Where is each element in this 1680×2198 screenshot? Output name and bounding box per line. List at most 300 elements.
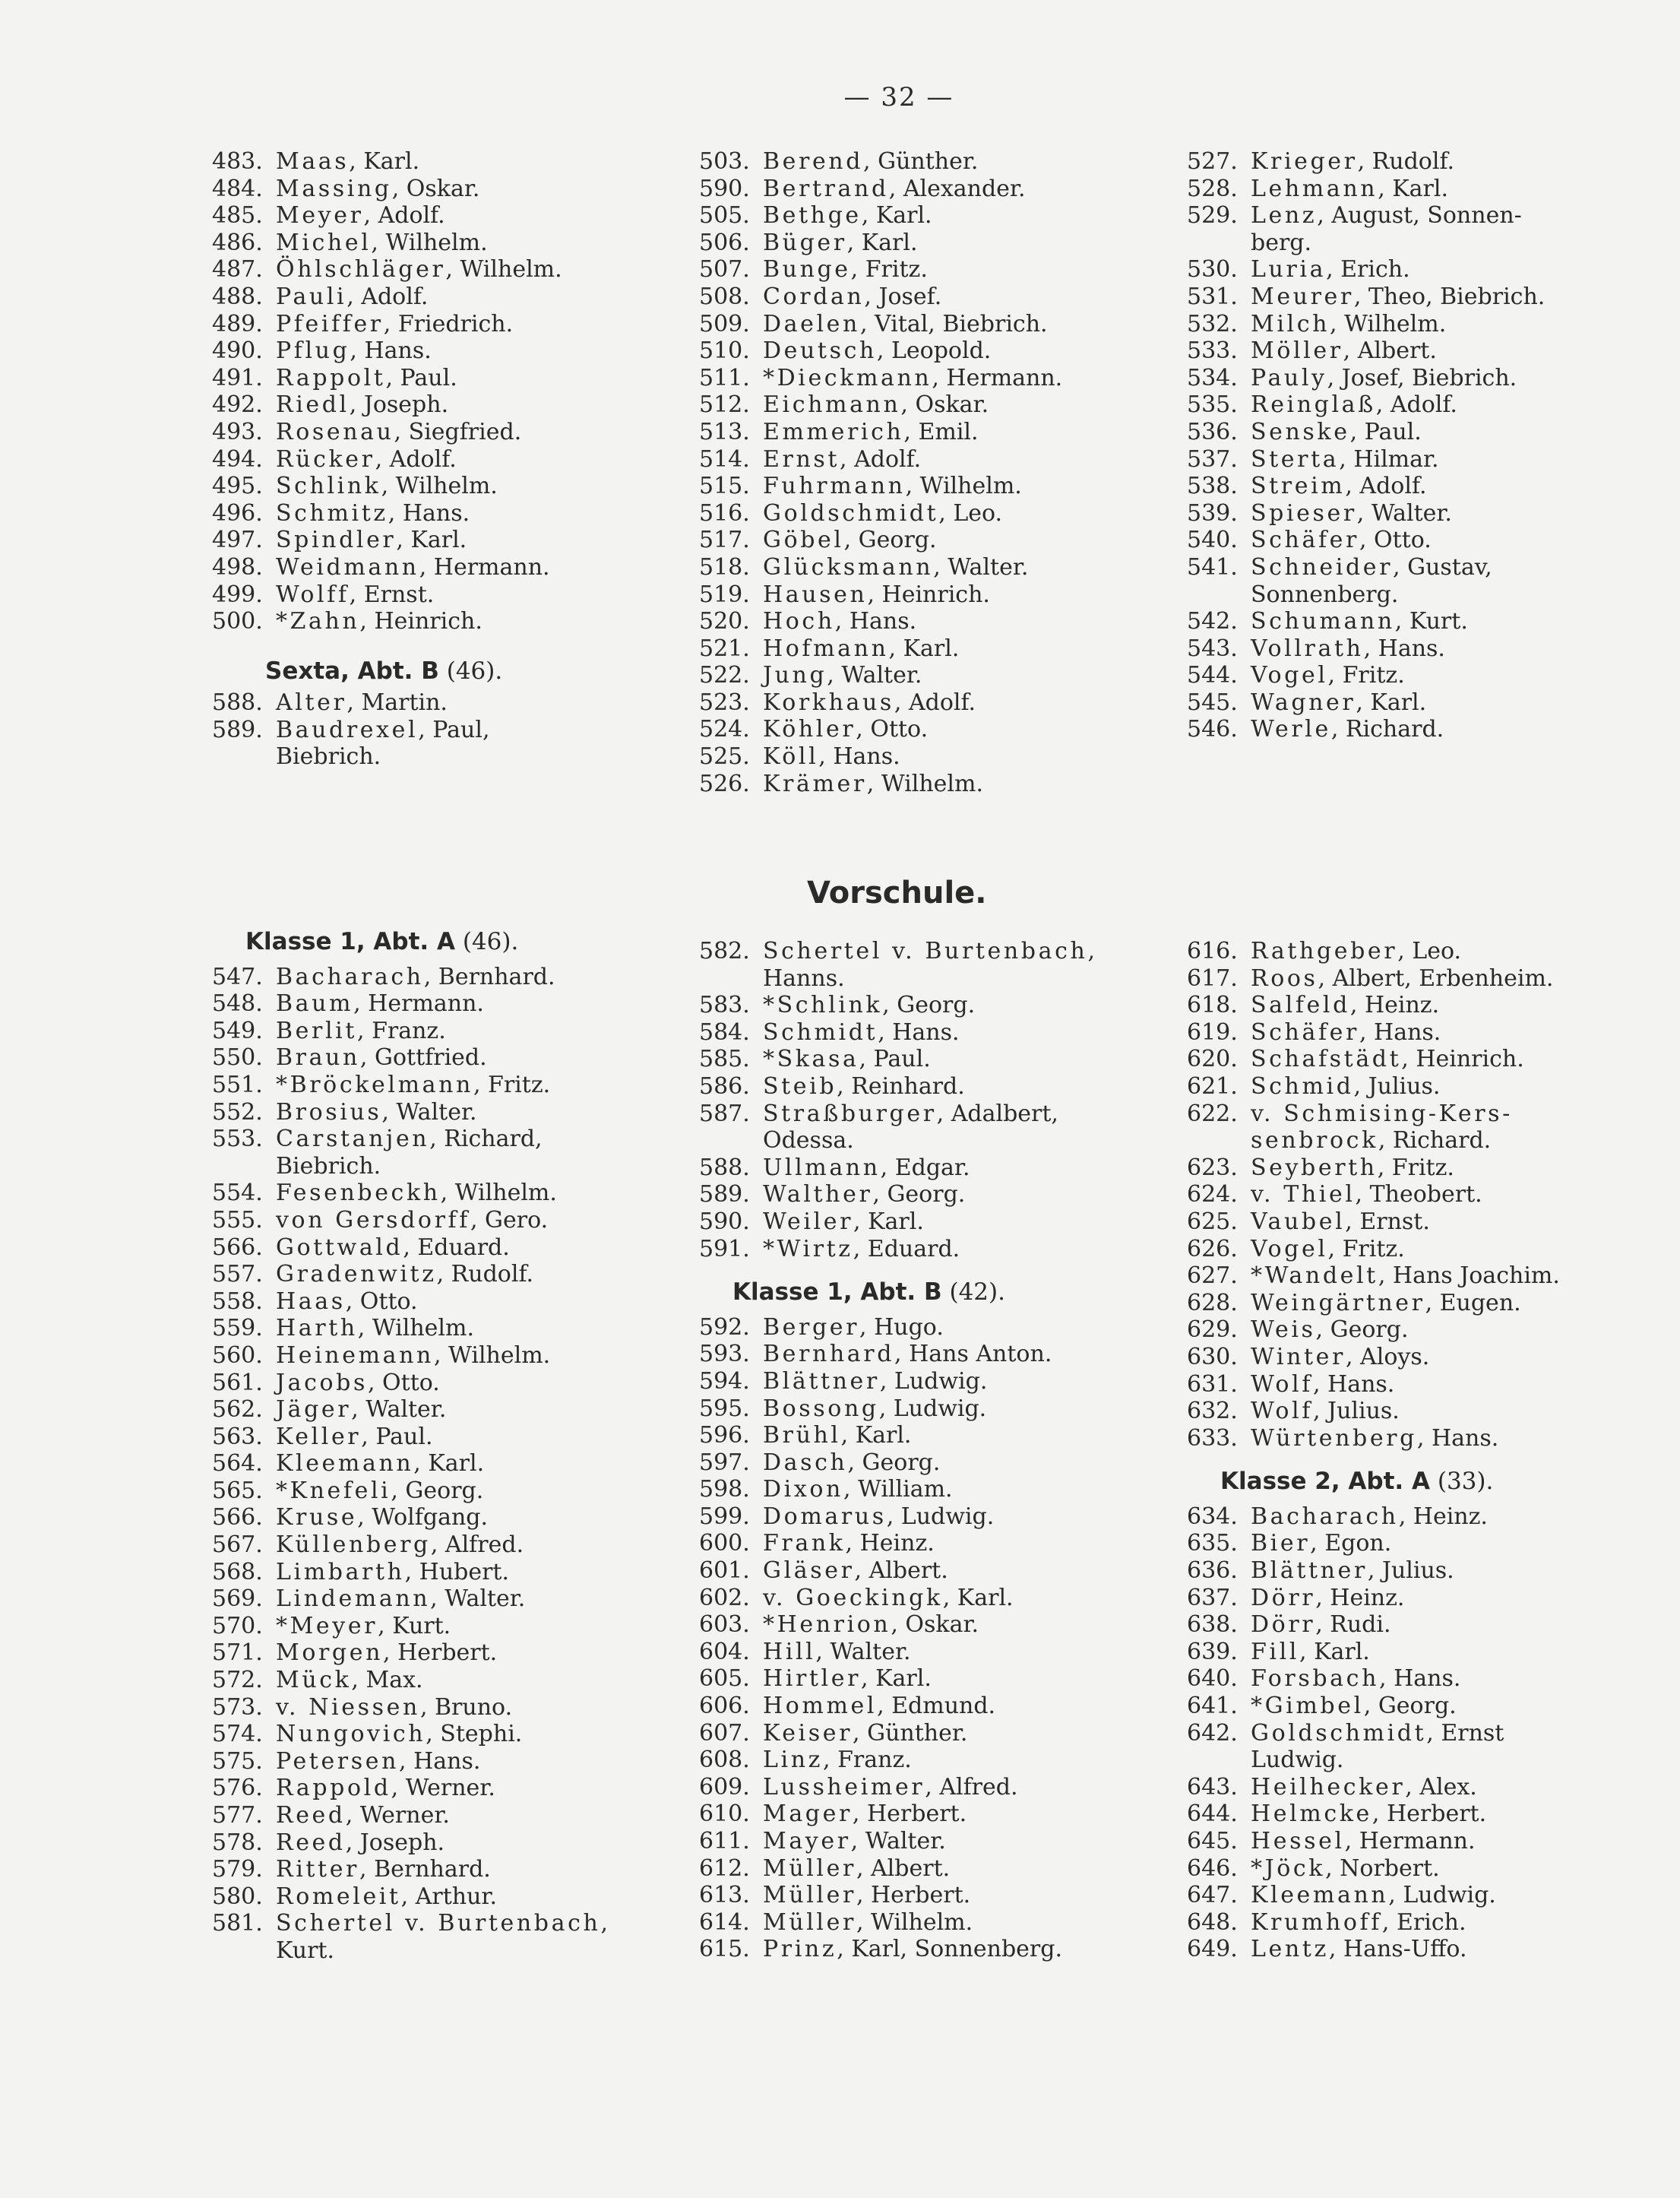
- list-item: [699, 1611, 1095, 1639]
- entry-number: 499.: [212, 581, 263, 608]
- entry-number: 503.: [699, 148, 750, 175]
- entry-number: 588.: [212, 689, 263, 717]
- given-name: , Albert.: [854, 1557, 948, 1585]
- entry-number: 589.: [212, 716, 263, 743]
- entry-text: [1251, 1530, 1391, 1557]
- name-list: [1187, 938, 1560, 1452]
- entry-number: 548.: [212, 990, 263, 1018]
- list-item: [699, 1801, 1095, 1828]
- given-name: , Heinrich.: [867, 581, 990, 608]
- given-name: , Fritz.: [473, 1071, 551, 1098]
- list-item: [699, 1774, 1095, 1801]
- given-name: , Kurt.: [1394, 608, 1468, 635]
- list-item: [212, 1044, 608, 1072]
- entry-number: 638.: [1187, 1611, 1238, 1639]
- entry-text: [763, 1828, 946, 1855]
- list-item: [699, 1530, 1095, 1557]
- entry-number: 639.: [1187, 1638, 1238, 1665]
- given-name: , Walter.: [351, 1396, 447, 1424]
- entry-number: 626.: [1187, 1235, 1238, 1262]
- entry-text: [763, 992, 975, 1019]
- entry-text: [1251, 689, 1426, 717]
- surname: Straßburger: [763, 1100, 937, 1127]
- given-name: , Walter.: [815, 1638, 911, 1665]
- list-item: [1187, 1720, 1560, 1747]
- given-name: , Ernst: [1426, 1719, 1504, 1747]
- list-item: [699, 1693, 1095, 1720]
- entry-number: 574.: [212, 1721, 263, 1748]
- entry-text: [276, 990, 484, 1018]
- given-name: , Albert, Erbenheim.: [1318, 964, 1554, 992]
- entry-text: [276, 689, 448, 717]
- list-item: [1187, 938, 1560, 965]
- given-name: , Richard.: [1330, 716, 1444, 743]
- list-item: [1187, 1398, 1560, 1425]
- entry-continuation: [1187, 230, 1545, 257]
- entry-number: 516.: [699, 499, 750, 527]
- entry-text: [276, 202, 445, 230]
- entry-number: 491.: [212, 364, 263, 391]
- entry-number: 566.: [212, 1504, 263, 1531]
- surname: Schmidt: [763, 1018, 878, 1046]
- list-item: [699, 419, 1062, 446]
- entry-text: [1251, 1046, 1524, 1073]
- entry-text: [276, 500, 470, 527]
- given-name: , Walter.: [933, 553, 1029, 581]
- entry-text: [763, 283, 941, 311]
- entry-number: 518.: [699, 553, 750, 581]
- entry-number: 562.: [212, 1396, 263, 1424]
- entry-number: 636.: [1187, 1557, 1238, 1585]
- surname: Bethge: [763, 202, 862, 230]
- entry-text: [1251, 1557, 1454, 1585]
- entry-text: [1251, 473, 1427, 500]
- entry-text: [763, 1449, 940, 1477]
- entry-text: [763, 1503, 994, 1531]
- given-name: , Otto.: [1359, 527, 1432, 554]
- surname: Jäger: [276, 1396, 352, 1424]
- surname: Schertel v. Burtenbach: [763, 938, 1088, 964]
- entry-text: [276, 1370, 440, 1397]
- entry-number: 634.: [1187, 1503, 1238, 1530]
- surname: Hill: [763, 1638, 816, 1665]
- list-item: [212, 1775, 608, 1802]
- entry-number: 510.: [699, 337, 750, 365]
- surname: Eichmann: [763, 391, 901, 419]
- entry-text: [763, 662, 922, 689]
- surname: Senske: [1251, 418, 1350, 445]
- list-item: [1187, 1101, 1560, 1128]
- entry-text: [276, 1748, 480, 1775]
- list-item: [699, 1720, 1095, 1747]
- entry-number: 547.: [212, 963, 263, 990]
- entry-number: 521.: [699, 635, 750, 662]
- list-item: [212, 990, 608, 1018]
- surname: Kruse: [276, 1504, 358, 1531]
- list-item: [212, 1396, 608, 1424]
- list-item: [212, 1531, 608, 1559]
- given-name: , Joseph.: [349, 391, 449, 419]
- entry-number: 490.: [212, 337, 263, 365]
- entry-text: [1251, 1208, 1430, 1236]
- entry-number: 595.: [699, 1395, 750, 1422]
- surname: Hofmann: [763, 635, 889, 662]
- entry-number: 495.: [212, 473, 263, 500]
- section-label: Sexta, Abt. B: [265, 657, 439, 685]
- list-item: [699, 1368, 1095, 1395]
- entry-continuation: [699, 1127, 1095, 1154]
- list-item: [699, 1855, 1095, 1883]
- surname: Deutsch: [763, 337, 877, 365]
- entry-text: [276, 365, 457, 392]
- entry-text: [1251, 608, 1468, 635]
- entry-number: 628.: [1187, 1289, 1238, 1316]
- given-name: ,: [1087, 938, 1095, 964]
- surname: Wagner: [1251, 689, 1356, 716]
- entry-text: [763, 1855, 950, 1883]
- surname: Jung: [763, 662, 827, 689]
- entry-number: 515.: [699, 473, 750, 500]
- list-item: [699, 1314, 1095, 1341]
- surname: Forsbach: [1251, 1665, 1379, 1693]
- surname: Emmerich: [763, 418, 904, 445]
- entry-number: 640.: [1187, 1665, 1238, 1693]
- entry-number: 615.: [699, 1936, 750, 1963]
- entry-text: [763, 230, 918, 257]
- continuation-surname: senbrock: [1251, 1127, 1378, 1154]
- entry-text: [1251, 1262, 1560, 1290]
- list-item: [212, 1018, 608, 1045]
- given-name: , Heinz.: [1398, 1503, 1488, 1530]
- surname: Schäfer: [1251, 527, 1359, 554]
- entry-continuation: [1187, 1127, 1560, 1154]
- section-label: Klasse 1, Abt. A: [245, 928, 455, 955]
- list-item: [1187, 1530, 1560, 1557]
- surname: Carstanjen: [276, 1126, 430, 1153]
- entry-number: 612.: [699, 1854, 750, 1882]
- list-item: [1187, 148, 1545, 176]
- given-name: , Hans.: [1379, 1665, 1461, 1693]
- given-name: , Oskar.: [891, 1611, 979, 1639]
- list-item: [212, 1261, 608, 1288]
- given-name: , Karl.: [349, 148, 420, 175]
- surname: *Schlink: [763, 992, 883, 1019]
- surname: Müller: [763, 1854, 856, 1882]
- given-name: , Wilhelm.: [856, 1908, 973, 1936]
- entry-text: [276, 1639, 497, 1667]
- list-item: [1187, 473, 1545, 500]
- entry-text: [763, 716, 928, 743]
- entry-text: [1251, 283, 1545, 311]
- given-name: , Walter.: [1356, 499, 1452, 527]
- entry-number: 642.: [1187, 1719, 1238, 1747]
- list-item: [212, 419, 562, 446]
- given-name: , Norbert.: [1325, 1854, 1440, 1882]
- surname: Walther: [763, 1181, 873, 1208]
- surname: Prinz: [763, 1936, 837, 1963]
- given-name: , Hans.: [818, 743, 900, 771]
- surname: Berlit: [276, 1017, 357, 1044]
- given-name: , Georg.: [391, 1477, 484, 1504]
- surname: Haas: [276, 1287, 346, 1315]
- surname: *Zahn: [276, 608, 360, 635]
- surname: *Skasa: [763, 1046, 859, 1073]
- list-item: [1187, 419, 1545, 446]
- entry-number: 522.: [699, 662, 750, 689]
- given-name: , Adolf.: [1345, 473, 1427, 500]
- entry-text: [763, 1611, 979, 1639]
- given-name: , Egon.: [1310, 1530, 1392, 1557]
- surname: Keller: [276, 1423, 362, 1450]
- given-name: , Fritz.: [1377, 1154, 1454, 1181]
- surname: Goldschmidt: [1251, 1719, 1427, 1747]
- given-name: , Erich.: [1326, 256, 1410, 283]
- list-item: [1187, 1828, 1560, 1855]
- surname: Mück: [276, 1667, 352, 1694]
- entry-number: 543.: [1187, 635, 1238, 662]
- given-name: , Leopold.: [876, 337, 992, 365]
- list-item: [699, 230, 1062, 257]
- top-column-1: [212, 148, 562, 771]
- surname: Gläser: [763, 1557, 855, 1585]
- list-item: [699, 1154, 1095, 1182]
- surname: Brühl: [763, 1422, 841, 1449]
- entry-text: [763, 1936, 1062, 1963]
- list-item: [1187, 1046, 1560, 1073]
- entry-text: [276, 148, 419, 176]
- continuation-text: Ludwig.: [1251, 1747, 1344, 1774]
- entry-text: [276, 1829, 445, 1857]
- given-name: , Wilhelm.: [445, 256, 562, 283]
- given-name: , Siegfried.: [394, 418, 522, 445]
- surname: Keiser: [763, 1719, 853, 1747]
- name-list: [1187, 148, 1545, 743]
- entry-number: 621.: [1187, 1072, 1238, 1100]
- given-name: , Albert.: [856, 1854, 951, 1882]
- given-name: , Paul.: [361, 1423, 433, 1450]
- entry-number: 561.: [212, 1369, 263, 1396]
- list-item: [212, 1342, 608, 1370]
- list-item: [1187, 446, 1545, 473]
- entry-number: 583.: [699, 992, 750, 1019]
- given-name: , Wilhelm.: [381, 473, 498, 500]
- given-name: , Leo.: [938, 499, 1003, 527]
- given-name: , Karl.: [942, 1584, 1014, 1611]
- entry-number: 564.: [212, 1450, 263, 1477]
- list-item: [1187, 1774, 1560, 1801]
- section-count: (42).: [949, 1278, 1005, 1306]
- surname: Cordan: [763, 283, 865, 310]
- entry-text: [276, 1207, 548, 1234]
- given-name: , Max.: [351, 1667, 423, 1694]
- given-name: , Kurt.: [378, 1612, 451, 1639]
- surname: Ernst: [763, 445, 840, 473]
- list-item: [212, 527, 562, 554]
- given-name: , Josef, Biebrich.: [1327, 364, 1517, 391]
- entry-text: [276, 1559, 509, 1586]
- surname: Ritter: [276, 1856, 359, 1883]
- surname: Glücksmann: [763, 553, 934, 581]
- entry-text: [1251, 148, 1454, 176]
- name-list: [699, 938, 1095, 1262]
- entry-number: 631.: [1187, 1370, 1238, 1398]
- list-item: [699, 771, 1062, 798]
- entry-number: 572.: [212, 1667, 263, 1694]
- given-name: , Erich.: [1381, 1908, 1466, 1936]
- surname: Bernhard: [763, 1341, 895, 1368]
- given-name: , William.: [843, 1476, 953, 1503]
- surname: Roos: [1251, 964, 1318, 992]
- entry-text: [276, 1424, 433, 1451]
- list-item: [699, 1503, 1095, 1531]
- given-name: , Hans.: [399, 1747, 481, 1775]
- entry-number: 592.: [699, 1313, 750, 1341]
- given-name: , August, Sonnen-: [1317, 202, 1522, 230]
- entry-text: [276, 1531, 524, 1559]
- list-item: [699, 1909, 1095, 1937]
- entry-number: 597.: [699, 1449, 750, 1476]
- entry-number: 566.: [212, 1234, 263, 1261]
- given-name: , Heinz.: [1315, 1584, 1405, 1611]
- entry-number: 598.: [699, 1476, 750, 1503]
- continuation-text: Kurt.: [276, 1937, 335, 1964]
- list-item: [699, 1073, 1095, 1101]
- given-name: , Georg.: [1315, 1316, 1409, 1344]
- list-item: [699, 148, 1062, 176]
- entry-text: [276, 1450, 484, 1477]
- surname: Bertrand: [763, 175, 889, 202]
- surname: Vogel: [1251, 662, 1328, 689]
- list-item: [212, 1207, 608, 1234]
- list-item: [699, 1828, 1095, 1855]
- entry-number: 539.: [1187, 499, 1238, 527]
- entry-text: [276, 311, 513, 338]
- given-name: , Walter.: [430, 1585, 526, 1613]
- section-heading-sexta-b: [212, 658, 562, 686]
- entry-text: [763, 689, 976, 717]
- entry-number: 607.: [699, 1719, 750, 1747]
- list-item: [699, 1046, 1095, 1073]
- entry-number: 629.: [1187, 1316, 1238, 1344]
- surname: Büger: [763, 229, 847, 256]
- entry-number: 624.: [1187, 1181, 1238, 1208]
- entry-continuation: [1187, 1747, 1560, 1774]
- list-item: [1187, 554, 1545, 581]
- entry-text: [763, 1019, 960, 1047]
- surname: Hoch: [763, 608, 835, 635]
- list-item: [212, 446, 562, 473]
- list-item: [1187, 283, 1545, 311]
- entry-number: 611.: [699, 1828, 750, 1854]
- given-name: , Edgar.: [880, 1154, 970, 1181]
- entry-number: 526.: [699, 770, 750, 797]
- list-item: [1187, 176, 1545, 203]
- surname: Wolf: [1251, 1370, 1313, 1398]
- list-item: [212, 283, 562, 311]
- list-item: [1187, 662, 1545, 689]
- surname: Öhlschläger: [276, 256, 446, 283]
- given-name: , Hermann.: [1344, 1828, 1476, 1854]
- entry-number: 619.: [1187, 1018, 1238, 1046]
- entry-text: [763, 635, 959, 663]
- entry-text: [1251, 202, 1522, 230]
- list-item: [699, 716, 1062, 743]
- surname: *Henrion: [763, 1611, 891, 1639]
- entry-text: [276, 1234, 510, 1262]
- surname: Werle: [1251, 716, 1331, 743]
- entry-text: [763, 581, 990, 609]
- given-name: , Hans Joachim.: [1378, 1262, 1560, 1290]
- given-name: , Heinz.: [1349, 992, 1440, 1019]
- entry-text: [1251, 635, 1445, 663]
- list-item: [1187, 1262, 1560, 1290]
- entry-text: [276, 391, 448, 419]
- given-name: , Herbert.: [383, 1639, 498, 1667]
- entry-text: [276, 1342, 550, 1370]
- given-name: , Wilhelm.: [440, 1180, 557, 1207]
- entry-text: [1251, 1371, 1394, 1398]
- entry-text: [276, 1126, 543, 1153]
- entry-text: [763, 473, 1022, 500]
- surname: *Bröckelmann: [276, 1071, 473, 1098]
- entry-text: [763, 1639, 911, 1666]
- given-name: , Stephi.: [426, 1721, 523, 1748]
- given-name: , Karl.: [853, 1208, 924, 1235]
- given-name: , Fritz.: [1327, 662, 1405, 689]
- entry-text: [1251, 176, 1448, 203]
- surname: Berger: [763, 1313, 860, 1341]
- entry-number: 627.: [1187, 1262, 1238, 1290]
- surname: Spindler: [276, 527, 397, 554]
- given-name: , Fritz.: [1327, 1235, 1405, 1262]
- list-item: [699, 1476, 1095, 1503]
- entry-text: [763, 1422, 911, 1449]
- section-label: Klasse 2, Abt. A: [1220, 1468, 1430, 1496]
- vorschule-title: Vorschule.: [807, 876, 987, 911]
- entry-number: 559.: [212, 1315, 263, 1342]
- entry-number: 509.: [699, 310, 750, 337]
- entry-number: 594.: [699, 1367, 750, 1395]
- given-name: , Hans-Uffo.: [1328, 1936, 1467, 1963]
- given-name: , Karl.: [840, 1422, 912, 1449]
- entry-number: 550.: [212, 1044, 263, 1072]
- entry-text: [1251, 1425, 1498, 1452]
- surname: Kleemann: [1251, 1882, 1389, 1909]
- entry-number: 568.: [212, 1558, 263, 1585]
- given-name: , Alfred.: [430, 1531, 524, 1559]
- given-name: , Hermann.: [353, 990, 484, 1018]
- list-item: [699, 1639, 1095, 1666]
- entry-text: [1251, 1936, 1467, 1963]
- entry-continuation: [212, 743, 562, 771]
- entry-number: 549.: [212, 1017, 263, 1044]
- list-item: [699, 689, 1062, 717]
- surname: Wolff: [276, 581, 350, 608]
- given-name: , Otto.: [345, 1287, 418, 1315]
- entry-number: 487.: [212, 256, 263, 283]
- entry-number: 571.: [212, 1639, 263, 1667]
- entry-number: 577.: [212, 1802, 263, 1829]
- entry-text: [1251, 662, 1405, 689]
- entry-text: [276, 419, 521, 446]
- entry-text: [1251, 1801, 1486, 1828]
- given-name: , Rudi.: [1315, 1611, 1391, 1639]
- surname: Streim: [1251, 473, 1346, 500]
- surname: Braun: [276, 1044, 360, 1072]
- given-name: , Leo.: [1397, 938, 1462, 964]
- surname: Schlink: [276, 473, 381, 500]
- given-name: , Wilhelm.: [357, 1315, 474, 1342]
